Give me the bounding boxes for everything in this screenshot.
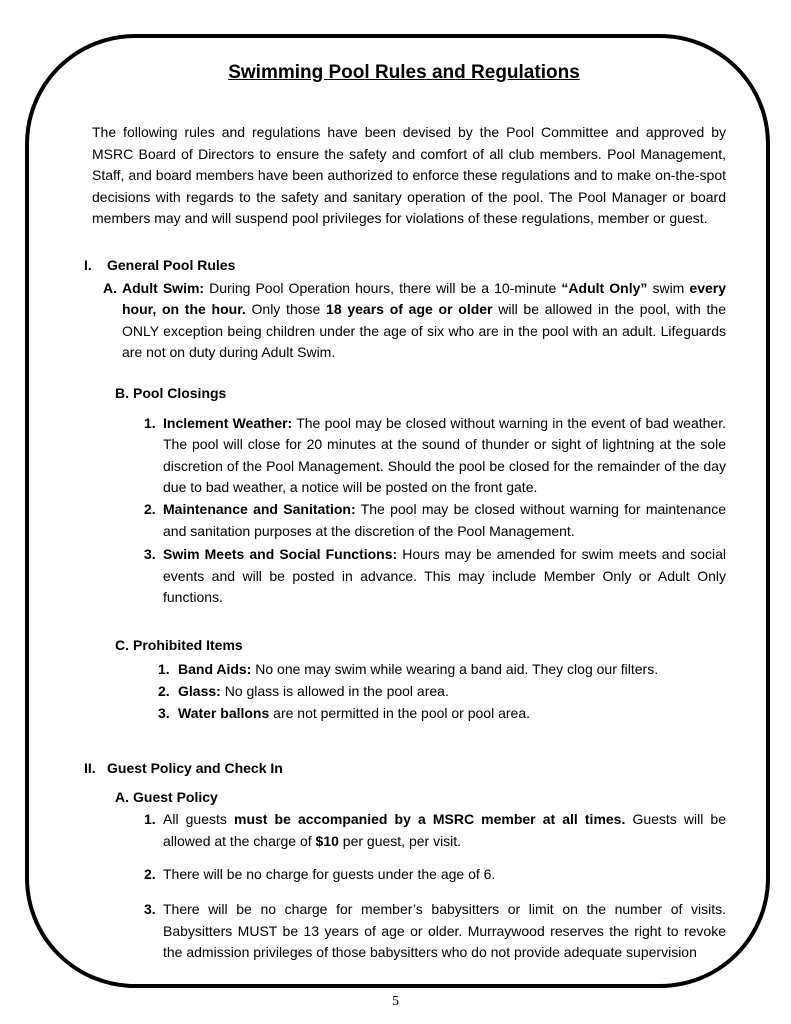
section-2-marker: II. (84, 760, 96, 777)
rule-inclement-weather-marker: 1. (144, 414, 156, 431)
rule-glass (158, 681, 726, 703)
rule-guest-accompanied-marker: 1. (144, 811, 156, 828)
section-2-heading (84, 758, 726, 780)
rule-babysitters (144, 899, 726, 964)
rule-adult-swim (103, 278, 726, 364)
document-content (82, 60, 726, 964)
document-title: Swimming Pool Rules and Regulations (228, 62, 580, 83)
rule-maintenance-sanitation (144, 499, 726, 542)
rule-adult-swim-marker: A. (103, 279, 117, 296)
rule-swim-meets-marker: 3. (144, 546, 156, 563)
subsection-pool-closings-heading (115, 383, 726, 405)
page-number: 5 (392, 994, 399, 1009)
rule-swim-meets-text: Swim Meets and Social Functions: Hours may be amended for swim meets and social events and will be posted in advance. This may include Member Only or Adult Only functions. (163, 546, 727, 606)
section-1-title: General Pool Rules (107, 256, 236, 273)
rule-maintenance-sanitation-text: Maintenance and Sanitation: The pool may be closed without warning for maintenance and sanitation purposes at the discretion of the Pool Management. (163, 500, 726, 539)
subsection-guest-policy-title: Guest Policy (133, 788, 218, 805)
rule-inclement-weather-text: Inclement Weather: The pool may be closed without warning in the event of bad weather. The pool will close for 20 minutes at the sound of thunder or sight of lightning at the sole discretion of the Pool Management. Should the pool be closed for the remainder of the day due to bad weather, a notice will be posted on the front gate. (163, 414, 726, 496)
rule-inclement-weather (144, 413, 726, 499)
rule-swim-meets (144, 544, 726, 609)
rule-band-aids (158, 659, 726, 681)
rule-band-aids-text: Band Aids: No one may swim while wearing a band aid. They clog our filters. (178, 661, 659, 678)
rule-band-aids-marker: 1. (158, 661, 170, 678)
subsection-guest-policy-heading (115, 787, 726, 809)
section-1-heading (84, 255, 726, 277)
intro-paragraph: The following rules and regulations have been devised by the Pool Committee and approved by MSRC Board of Directors to ensure the safety and comfort of all club members. Pool Management, Staff, and board members have been authorized to enforce these regulations and to make on-the-spot decisions with regards to the safety and sanitary operation of the pool. The Pool Manager or board members may and will suspend pool privileges for violations of these regulations, member or guest. (92, 124, 726, 227)
rule-water-balloons-marker: 3. (158, 704, 170, 721)
rule-glass-text: Glass: No glass is allowed in the pool area. (178, 683, 449, 700)
subsection-prohibited-items-marker: C. (115, 636, 129, 653)
rule-water-balloons-text: Water ballons are not permitted in the pool or pool area. (178, 704, 530, 721)
rule-maintenance-sanitation-marker: 2. (144, 500, 156, 517)
rule-guest-accompanied (144, 809, 726, 852)
rule-babysitters-marker: 3. (144, 901, 156, 918)
subsection-pool-closings-title: Pool Closings (133, 384, 227, 401)
rule-guest-accompanied-text: All guests must be accompanied by a MSRC member at all times. Guests will be allowed at the charge of $10 per guest, per visit. (163, 811, 726, 850)
section-2-title: Guest Policy and Check In (107, 760, 283, 777)
section-1-marker: I. (84, 256, 92, 273)
subsection-prohibited-items-heading (115, 635, 726, 657)
rule-adult-swim-text: Adult Swim: During Pool Operation hours, there will be a 10-minute “Adult Only” swim every hour, on the hour. Only those 18 years of age or older will be allowed in the pool, with the ONLY exception being children under the age of six who are in the pool with an adult. Lifeguards are not on duty during Adult Swim. (122, 279, 727, 361)
rule-glass-marker: 2. (158, 683, 170, 700)
rule-guest-under-6-text: There will be no charge for guests under the age of 6. (163, 865, 496, 882)
rule-guest-under-6 (144, 864, 726, 886)
rule-guest-under-6-marker: 2. (144, 865, 156, 882)
subsection-pool-closings-marker: B. (115, 384, 129, 401)
rule-water-balloons (158, 703, 726, 725)
subsection-guest-policy-marker: A. (115, 788, 129, 805)
rule-babysitters-text: There will be no charge for member’s babysitters or limit on the number of visits. Babysitters MUST be 13 years of age or older. Murraywood reserves the right to revoke the admission privileges of those babysitters who do not provide adequate supervision (163, 901, 726, 961)
subsection-prohibited-items-title: Prohibited Items (133, 636, 243, 653)
